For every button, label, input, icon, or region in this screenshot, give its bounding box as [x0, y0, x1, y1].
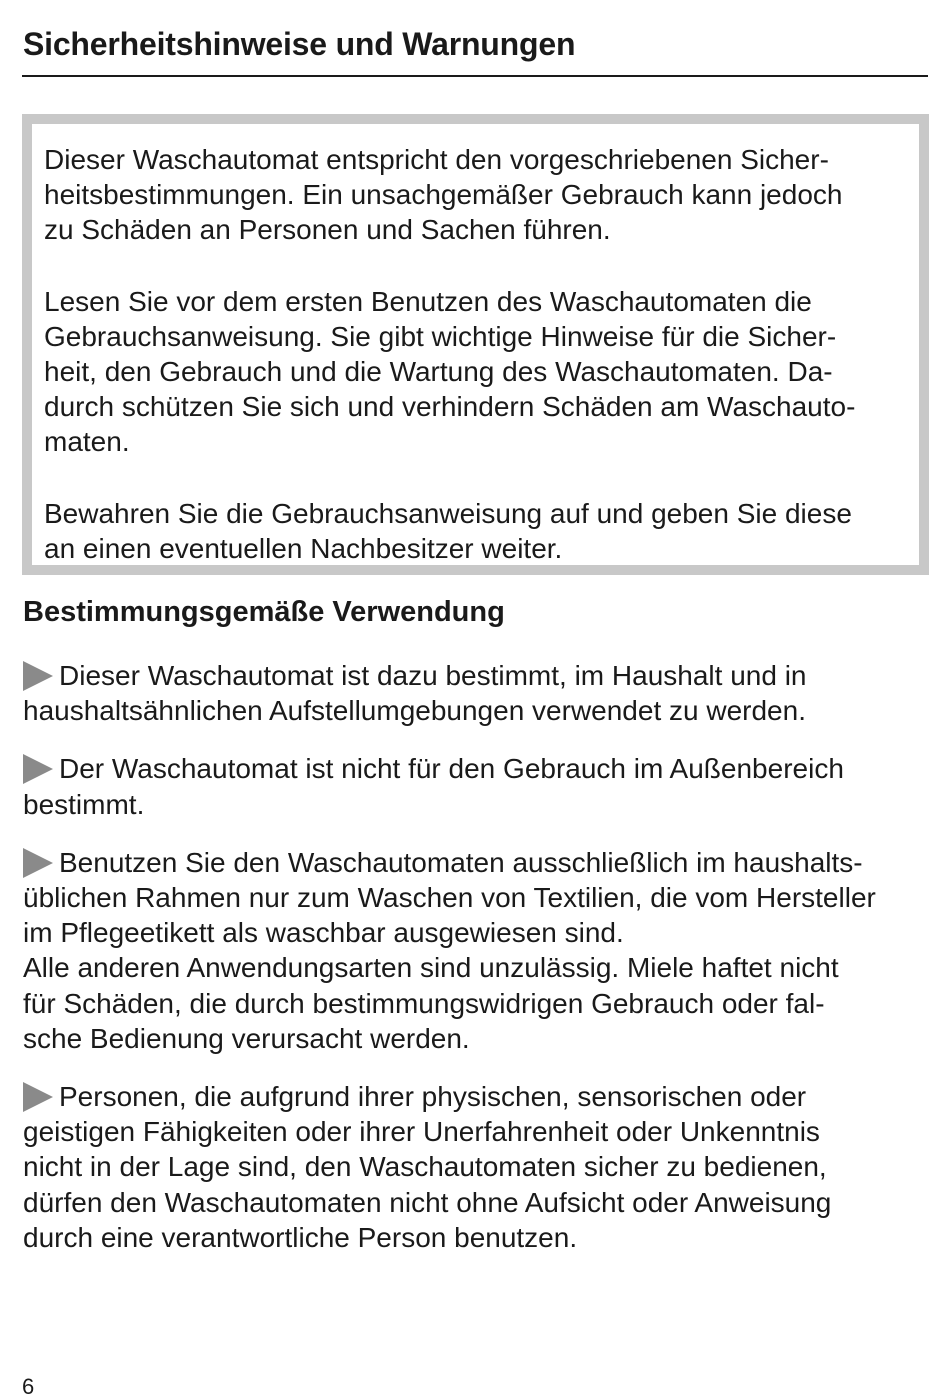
play-arrow-icon [23, 848, 53, 878]
notice-paragraph: Bewahren Sie die Gebrauchsanweisung auf und geben Sie diese an einen eventuellen Nachbesitzer weiter. [44, 497, 852, 564]
title-divider [22, 75, 928, 77]
section-heading: Bestimmungsgemäße Verwendung [23, 596, 505, 628]
list-item-text: Benutzen Sie den Waschautomaten ausschließlich im haushalts- üblichen Rahmen nur zum Waschen von Textilien, die vom Hersteller im Pflegeetikett als waschbar ausgewiesen sind. Alle anderen Anwendungsarten sind unzulässig. Miele haftet nicht für Schäden, die durch bestimmungswidrigen Gebrauch oder fal- sche Bedienung verursacht werden. [23, 846, 876, 1054]
play-arrow-icon [23, 754, 53, 784]
usage-list [23, 658, 938, 1278]
list-item [23, 845, 938, 1056]
notice-paragraph: Lesen Sie vor dem ersten Benutzen des Waschautomaten die Gebrauchsanweisung. Sie gibt wichtige Hinweise für die Sicher- heit, den Gebrauch und die Wartung des Waschautomaten. Da- durch schützen Sie sich und verhindern Schäden am Waschauto- maten. [44, 285, 856, 458]
list-item-text: Der Waschautomat ist nicht für den Gebrauch im Außenbereich bestimmt. [23, 753, 844, 820]
list-item [23, 1079, 938, 1255]
notice-paragraph: Dieser Waschautomat entspricht den vorgeschriebenen Sicher- heitsbestimmungen. Ein unsachgemäßer Gebrauch kann jedoch zu Schäden an Personen und Sachen führen. [44, 144, 843, 246]
play-arrow-icon [23, 1082, 53, 1112]
play-arrow-icon [23, 661, 53, 691]
list-item-text: Dieser Waschautomat ist dazu bestimmt, im Haushalt und in haushaltsähnlichen Aufstellumgebungen verwendet zu werden. [23, 660, 807, 727]
list-item [23, 658, 938, 728]
page-number: 6 [22, 1374, 35, 1399]
safety-notice-box [22, 114, 929, 575]
list-item-text: Personen, die aufgrund ihrer physischen, sensorischen oder geistigen Fähigkeiten oder ihrer Unerfahrenheit oder Unkenntnis nicht in der Lage sind, den Waschautomaten sicher zu bedienen, dürfen den Waschautomaten nicht ohne Aufsicht oder Anweisung durch eine verantwortliche Person benutzen. [23, 1081, 832, 1253]
list-item [23, 751, 938, 821]
page-title: Sicherheitshinweise und Warnungen [23, 26, 576, 62]
